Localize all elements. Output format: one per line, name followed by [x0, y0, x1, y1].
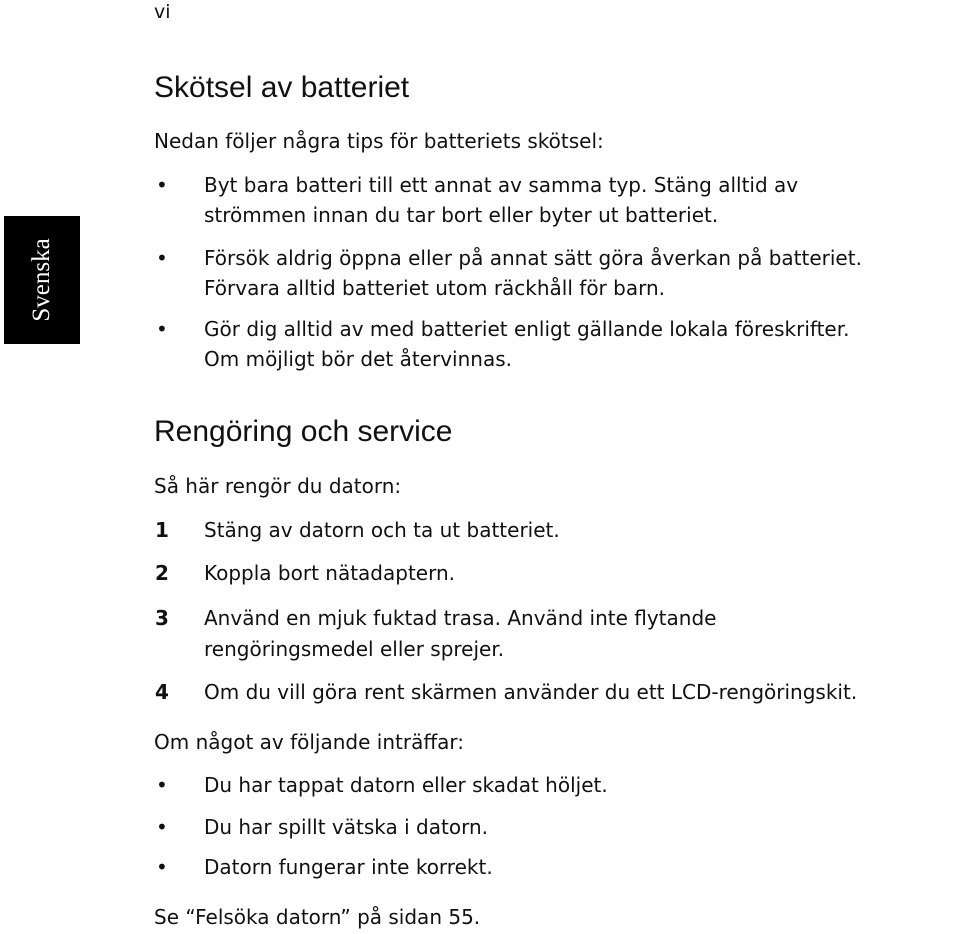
bullet-icon: • — [156, 173, 168, 197]
step-number: 4 — [155, 680, 169, 704]
battery-tip-2-line-1: Försök aldrig öppna eller på annat sätt göra åverkan på batteriet. — [204, 246, 862, 270]
cleaning-step-3-line-2: rengöringsmedel eller sprejer. — [204, 637, 505, 661]
language-side-tab — [4, 216, 80, 344]
cleaning-step-3-line-1: Använd en mjuk fuktad trasa. Använd inte flytande — [204, 606, 717, 630]
bullet-icon: • — [156, 773, 168, 797]
step-number: 1 — [155, 518, 169, 542]
bullet-icon: • — [156, 855, 168, 879]
step-number: 2 — [155, 561, 169, 585]
conditions-intro: Om något av följande inträffar: — [154, 730, 464, 754]
battery-tip-2-line-2: Förvara alltid batteriet utom räckhåll för barn. — [204, 276, 665, 300]
page-number: vi — [154, 1, 171, 23]
condition-item-2-text: Du har spillt vätska i datorn. — [204, 815, 488, 839]
battery-tip-1-line-2: strömmen innan du tar bort eller byter ut batteriet. — [204, 203, 719, 227]
bullet-icon: • — [156, 246, 168, 270]
battery-care-heading: Skötsel av batteriet — [154, 71, 410, 104]
battery-tip-1-line-1: Byt bara batteri till ett annat av samma typ. Stäng alltid av — [204, 173, 799, 197]
step-number: 3 — [155, 606, 169, 630]
condition-item-3-text: Datorn fungerar inte korrekt. — [204, 855, 493, 879]
condition-item-1-text: Du har tappat datorn eller skadat höljet. — [204, 773, 608, 797]
cleaning-intro: Så här rengör du datorn: — [154, 474, 402, 498]
bullet-icon: • — [156, 317, 168, 341]
cleaning-step-4-text: Om du vill göra rent skärmen använder du ett LCD-rengöringskit. — [204, 680, 858, 704]
battery-tip-3-line-1: Gör dig alltid av med batteriet enligt gällande lokala föreskrifter. — [204, 317, 850, 341]
bullet-icon: • — [156, 815, 168, 839]
cleaning-heading: Rengöring och service — [154, 415, 453, 448]
cleaning-step-2-text: Koppla bort nätadaptern. — [204, 561, 455, 585]
cleaning-step-1-text: Stäng av datorn och ta ut batteriet. — [204, 518, 560, 542]
troubleshooting-reference: Se “Felsöka datorn” på sidan 55. — [154, 905, 481, 929]
battery-care-intro: Nedan följer några tips för batteriets skötsel: — [154, 129, 604, 153]
battery-tip-3-line-2: Om möjligt bör det återvinnas. — [204, 347, 512, 371]
language-side-tab-label: Svenska — [28, 238, 55, 322]
